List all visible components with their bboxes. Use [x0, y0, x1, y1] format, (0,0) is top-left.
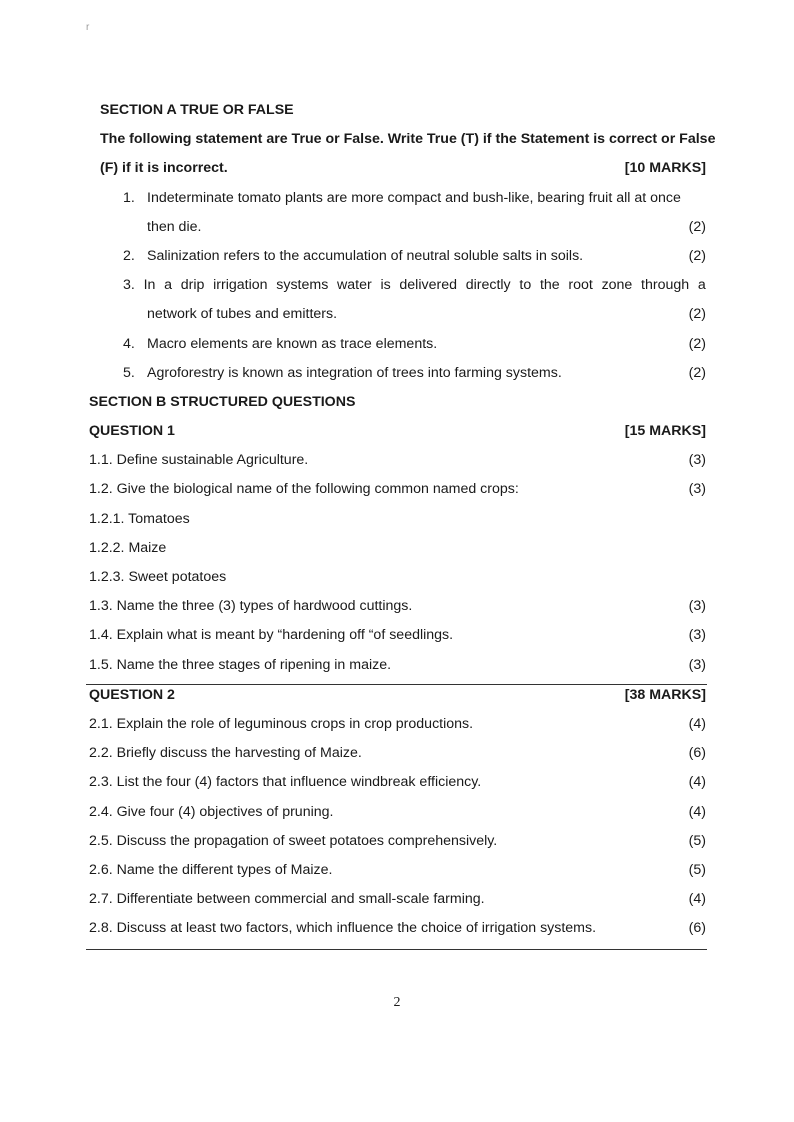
tf-item-marks: (2) — [688, 364, 706, 381]
tf-item — [0, 242, 794, 271]
question-1-header — [0, 417, 794, 446]
question-item-text: 1.2.2. Maize — [89, 539, 167, 556]
question-1-title: QUESTION 1 — [89, 423, 175, 440]
question-item-text: 1.1. Define sustainable Agriculture. — [89, 452, 309, 469]
question-item-text: 1.2.1. Tomatoes — [89, 510, 190, 527]
page-content — [0, 96, 794, 943]
question-item — [0, 827, 794, 856]
question-1-marks: [15 MARKS] — [624, 423, 706, 440]
tf-item-text: then die. — [147, 218, 202, 235]
tf-item-continuation — [0, 213, 794, 242]
question-item — [0, 710, 794, 739]
tf-item-text: Salinization refers to the accumulation of neutral soluble salts in soils. — [147, 247, 584, 264]
question-item — [0, 621, 794, 650]
tf-item-text: Macro elements are known as trace elements. — [147, 335, 438, 352]
section-a-title: SECTION A TRUE OR FALSE — [100, 102, 294, 118]
question-item — [0, 505, 794, 534]
question-item-marks: (4) — [688, 803, 706, 820]
tf-item-number: 3. — [123, 277, 135, 294]
tf-item-text: Indeterminate tomato plants are more compact and bush-like, bearing fruit all at once — [147, 189, 681, 206]
question-item-marks: (4) — [688, 774, 706, 791]
question-item-marks: (4) — [688, 891, 706, 908]
question-item-text: 2.5. Discuss the propagation of sweet potatoes comprehensively. — [89, 832, 498, 849]
question-2-marks: [38 MARKS] — [624, 686, 706, 703]
tf-item-number: 2. — [123, 247, 135, 264]
section-b-title: SECTION B STRUCTURED QUESTIONS — [89, 393, 356, 410]
question-2-title: QUESTION 2 — [89, 686, 175, 703]
question-item-text: 1.4. Explain what is meant by “hardening off “of seedlings. — [89, 627, 454, 644]
question-item — [0, 651, 794, 680]
question-item — [0, 475, 794, 504]
tf-item-number: 4. — [123, 335, 135, 352]
question-item-text: 2.2. Briefly discuss the harvesting of Maize. — [89, 745, 362, 762]
question-item-marks: (3) — [688, 656, 706, 673]
question-item — [0, 739, 794, 768]
section-a-instruction-cont — [0, 154, 794, 183]
question-item-marks: (4) — [688, 715, 706, 732]
question-item-marks: (5) — [688, 832, 706, 849]
question-2-header — [0, 681, 794, 710]
question-item — [0, 856, 794, 885]
tf-item — [0, 359, 794, 388]
question-item — [0, 592, 794, 621]
corner-mark: r — [86, 22, 90, 33]
section-a-instruction: The following statement are True or False. Write True (T) if the Statement is correct or False — [100, 131, 716, 148]
question-item-marks: (3) — [688, 627, 706, 644]
question-item — [0, 885, 794, 914]
question-item — [0, 798, 794, 827]
question-item-text: 1.2.3. Sweet potatoes — [89, 569, 227, 585]
question-item-marks: (3) — [688, 481, 706, 498]
question-item-marks: (3) — [688, 598, 706, 615]
tf-item-text: network of tubes and emitters. — [147, 306, 338, 323]
tf-w: In — [143, 277, 156, 294]
question-item-text: 1.2. Give the biological name of the following common named crops: — [89, 481, 519, 498]
tf-item-number: 1. — [123, 189, 135, 206]
tf-item-marks: (2) — [688, 247, 706, 264]
section-a-marks: [10 MARKS] — [624, 160, 706, 177]
divider-rule-bottom — [86, 949, 707, 950]
tf-item-marks: (2) — [688, 306, 706, 323]
page-number: 2 — [393, 995, 401, 1010]
question-2-list — [0, 710, 794, 944]
question-item-marks: (5) — [688, 861, 706, 878]
question-item-text: 1.5. Name the three stages of ripening in maize. — [89, 656, 392, 673]
question-item-text: 2.6. Name the different types of Maize. — [89, 861, 333, 878]
tf-item-number: 5. — [123, 364, 135, 381]
question-1-list — [0, 446, 794, 680]
question-item-text: 2.1. Explain the role of leguminous crops in crop productions. — [89, 715, 474, 732]
divider-rule — [86, 684, 707, 685]
question-item-text: 1.3. Name the three (3) types of hardwood cuttings. — [89, 598, 413, 615]
tf-item-marks: (2) — [688, 218, 706, 235]
question-item — [0, 446, 794, 475]
question-item — [0, 914, 794, 943]
question-item-marks: (3) — [688, 452, 706, 469]
section-a-instruction-line2: (F) if it is incorrect. — [100, 160, 228, 177]
question-item-text: 2.4. Give four (4) objectives of pruning. — [89, 803, 334, 820]
question-item — [0, 768, 794, 797]
tf-item-continuation — [0, 300, 794, 329]
tf-item — [0, 330, 794, 359]
question-item-marks: (6) — [688, 745, 706, 762]
question-item — [0, 563, 794, 592]
tf-item-marks: (2) — [688, 335, 706, 352]
tf-item — [0, 271, 794, 300]
tf-item-justified-text: 3. In a drip irrigation systems water is delivered directly to the root zone through a — [123, 271, 794, 300]
tf-item-text: Agroforestry is known as integration of trees into farming systems. — [147, 364, 562, 381]
question-item — [0, 534, 794, 563]
question-item-text: 2.8. Discuss at least two factors, which influence the choice of irrigation systems. — [89, 920, 597, 937]
question-item-marks: (6) — [688, 920, 706, 937]
tf-item — [0, 184, 794, 213]
question-item-text: 2.7. Differentiate between commercial and small-scale farming. — [89, 891, 485, 908]
question-item-text: 2.3. List the four (4) factors that influence windbreak efficiency. — [89, 774, 482, 791]
